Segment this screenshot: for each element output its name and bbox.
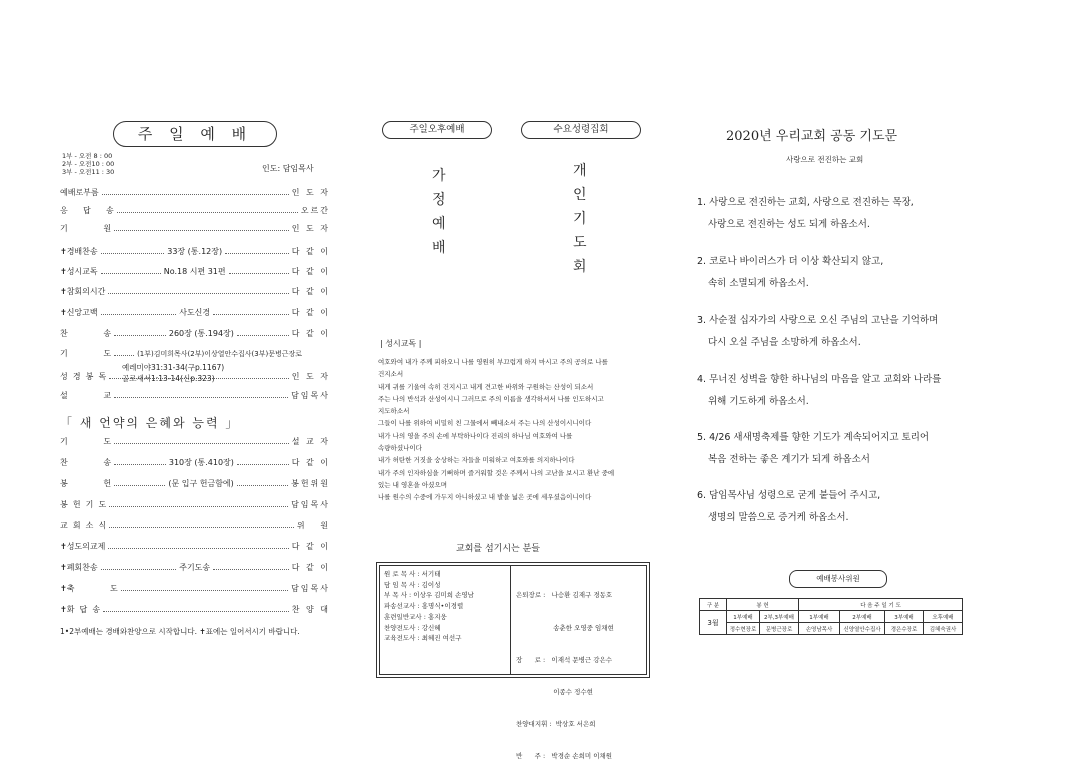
staff-left-list — [384, 569, 474, 644]
order-detail: 주기도송 — [179, 563, 211, 572]
litany-line: 그들이 나를 위하여 비밀히 친 그물에서 빼내소서 주는 나의 산성이시니이다 — [378, 419, 592, 428]
litany-title: | 성시교독 | — [380, 339, 422, 348]
order-row — [60, 265, 330, 279]
dotted-leader — [101, 569, 177, 570]
prayer-line: 생명의 말씀으로 증거케 하옵소서. — [708, 512, 849, 523]
duty-name: 경은수장로 — [885, 623, 924, 635]
order-label: ✝성시교독 — [60, 267, 98, 276]
order-label: 기 도 — [60, 349, 112, 358]
order-who: 다 같 이 — [291, 542, 330, 551]
dotted-leader — [229, 273, 289, 274]
order-who: 다 같 이 — [291, 287, 330, 296]
dotted-leader — [213, 314, 289, 315]
order-row — [60, 540, 330, 554]
duty-header-offering: 봉 헌 — [727, 599, 799, 611]
order-label: ✝경배찬송 — [60, 247, 98, 256]
dotted-leader — [108, 548, 288, 549]
order-label: 봉 헌 기 도 — [60, 500, 107, 509]
staff-line: 찬양전도사 : 강신혜 — [384, 623, 441, 632]
service-time-1: 1부 - 오전 8 : 00 — [62, 152, 113, 160]
duty-name: 김혜숙권사 — [924, 623, 963, 635]
prayer-item — [697, 485, 880, 529]
table-row — [700, 599, 963, 611]
dotted-leader — [114, 355, 134, 356]
dotted-leader — [237, 485, 288, 486]
duty-header-next-prayer: 다 음 주 일 기 도 — [799, 599, 963, 611]
order-row — [60, 222, 330, 236]
wednesday-service-label: 수요성령집회 — [521, 121, 641, 139]
service-times — [62, 152, 114, 176]
duty-header-gubun: 구 분 — [700, 599, 727, 611]
order-label: 응 답 송 — [60, 206, 114, 215]
afternoon-service-label: 주일오후예배 — [382, 121, 492, 139]
service-time-3: 3부 - 오전11 : 30 — [62, 168, 115, 176]
order-who: 담임목사 — [291, 391, 330, 400]
order-row — [60, 389, 330, 403]
staff-line: 은퇴장로 : 나승환 김재구 경동호 — [516, 591, 613, 600]
order-label: 예배로부름 — [60, 188, 99, 197]
dotted-leader — [114, 230, 289, 231]
vertical-char: 기 — [573, 211, 587, 227]
prayer-line: 1. 사랑으로 전진하는 교회, 사랑으로 전진하는 목장, — [697, 197, 914, 208]
duty-sub: 1부예배 — [727, 611, 760, 623]
scripture-refs — [122, 362, 224, 384]
order-label: ✝축 도 — [60, 584, 118, 593]
order-detail: No.18 시편 31편 — [163, 267, 226, 276]
order-row — [60, 245, 330, 259]
litany-line: 주는 나의 반석과 산성이시니 그러므로 주의 이름을 생각하셔서 나를 인도하시고 — [378, 394, 604, 403]
dotted-leader — [101, 314, 177, 315]
litany-line: 있는 내 영혼을 아셨으며 — [378, 480, 447, 489]
dotted-leader — [121, 590, 288, 591]
scripture-ref-1: 예레미야31:31-34(구p.1167) — [122, 363, 225, 372]
order-detail: 사도신경 — [179, 308, 211, 317]
duty-sub: 오후예배 — [924, 611, 963, 623]
vertical-char: 도 — [573, 235, 587, 251]
order-row — [60, 519, 330, 533]
order-row — [60, 477, 330, 491]
prayer-line: 5. 4/26 새새명축제를 향한 기도가 계속되어지고 토리어 — [697, 432, 930, 443]
personal-prayer-vertical — [573, 160, 587, 280]
order-who: 다 같 이 — [291, 247, 330, 256]
dotted-leader — [237, 464, 289, 465]
order-label: 교 회 소 식 — [60, 521, 107, 530]
order-row — [60, 603, 330, 617]
order-row — [60, 456, 330, 470]
prayer-item — [697, 427, 929, 471]
order-label: ✝성도의교제 — [60, 542, 106, 551]
dotted-leader — [101, 273, 161, 274]
staff-line: 장 로 : 이재석 문병근 강은수 — [516, 655, 613, 664]
order-detail: 260장 (통.194장) — [168, 329, 234, 338]
duty-sub: 2부,3부예배 — [760, 611, 799, 623]
order-label: ✝화 답 송 — [60, 605, 101, 614]
duty-name: 신양열안수집사 — [840, 623, 885, 635]
standing-note: 1•2부예배는 경배와찬양으로 시작합니다. ✝표에는 일어서시기 바랍니다. — [60, 627, 300, 636]
duty-name: 정수현장로 — [727, 623, 760, 635]
vertical-char: 개 — [573, 163, 587, 179]
family-worship-vertical — [432, 165, 446, 261]
litany-line: 여호와여 내가 주께 피하오니 나를 영원히 부끄럽게 하지 마시고 주의 공의로 나를 — [378, 358, 608, 366]
dotted-leader — [114, 485, 165, 486]
prayer-line: 위해 기도하게 하옵소서. — [708, 396, 809, 407]
prayer-title: 2020년 우리교회 공동 기도문 — [726, 129, 898, 144]
dotted-leader — [108, 293, 288, 294]
vertical-char: 배 — [432, 240, 446, 256]
litany-line: 내가 나의 영을 주의 손에 부탁하나이다 진리의 하나님 여호와여 나를 — [378, 431, 573, 440]
order-row — [60, 327, 330, 341]
order-who: 인 도 자 — [291, 372, 330, 381]
litany-body — [378, 356, 660, 504]
order-who: 다 같 이 — [291, 267, 331, 276]
order-detail: 33장 (통.12장) — [167, 247, 223, 256]
staff-line: 담 임 목 사 : 김이성 — [384, 580, 441, 589]
dotted-leader — [114, 335, 166, 336]
order-who: 위 원 — [296, 521, 330, 530]
presider: 인도: 담임목사 — [262, 164, 314, 173]
prayer-item — [697, 310, 938, 354]
order-row — [60, 186, 330, 200]
vertical-char: 정 — [432, 192, 446, 208]
order-label: 봉 헌 — [60, 479, 112, 488]
staff-divider — [510, 566, 511, 674]
vertical-char: 인 — [573, 187, 587, 203]
prayer-line: 3. 사순절 십자가의 사랑으로 오신 주님의 고난을 기억하며 — [697, 315, 939, 326]
dotted-leader — [103, 611, 289, 612]
sermon-title: 「 새 언약의 은혜와 능력 」 — [60, 416, 240, 430]
order-who: 다 같 이 — [291, 458, 330, 467]
dotted-leader — [114, 443, 289, 444]
order-who: 인 도 자 — [291, 224, 330, 233]
staff-line: 송춘한 오영중 임채현 — [516, 623, 614, 632]
litany-line: 내가 허탄한 거짓을 숭상하는 자들을 미워하고 여호와를 의지하나이다 — [378, 456, 575, 465]
order-who: 다 같 이 — [291, 308, 331, 317]
order-label: 기 도 — [60, 437, 112, 446]
order-detail: 310장 (통.410장) — [168, 458, 234, 467]
order-detail: (1부)김미희목사(2부)이상열안수집사(3부)문병근장로 — [137, 350, 303, 358]
staff-box-inner — [379, 565, 647, 760]
order-row — [60, 561, 330, 575]
dotted-leader — [225, 253, 289, 254]
order-label: ✝신앙고백 — [60, 308, 98, 317]
order-label: 찬 송 — [60, 458, 112, 467]
litany-line: 속량하셨나이다 — [378, 444, 422, 453]
prayer-line: 6. 담임목사님 성령으로 굳게 붙들어 주시고, — [697, 490, 881, 501]
order-who: 오르간 — [300, 206, 330, 215]
staff-line: 파송선교사 : 홍명식•이경렬 — [384, 602, 464, 611]
order-who: 설 교 자 — [291, 437, 330, 446]
dotted-leader — [102, 194, 289, 195]
vertical-char: 예 — [432, 216, 446, 232]
duty-title: 예배봉사위원 — [789, 570, 887, 588]
order-label: 설 교 — [60, 391, 112, 400]
order-row — [60, 582, 330, 596]
dotted-leader — [109, 506, 288, 507]
order-who: 봉헌위원 — [291, 479, 331, 488]
staff-line: 이종수 정수현 — [516, 687, 593, 696]
order-label: 찬 송 — [60, 329, 112, 338]
order-row — [60, 204, 330, 218]
prayer-subtitle: 사랑으로 전진하는 교회 — [786, 155, 864, 164]
prayer-line: 다시 오실 주님을 소망하게 하옵소서. — [708, 337, 861, 348]
order-who: 인 도 자 — [291, 188, 330, 197]
order-who: 담임목사 — [291, 584, 330, 593]
prayer-item — [697, 251, 883, 295]
duty-table — [699, 598, 963, 635]
duty-name: 손영남목사 — [799, 623, 840, 635]
scripture-ref-2: 골로새서1:13-14(신p.323) — [122, 374, 215, 383]
table-row — [700, 623, 963, 635]
dotted-leader — [213, 569, 289, 570]
duty-sub: 3부예배 — [885, 611, 924, 623]
staff-line: 부 목 사 : 이상우 김미희 손영남 — [384, 591, 474, 600]
staff-section-title: 교회를 섬기시는 분들 — [456, 544, 540, 554]
prayer-item — [697, 369, 941, 413]
duty-name: 문병근장로 — [760, 623, 799, 635]
staff-right-list — [516, 569, 614, 783]
order-row — [60, 435, 330, 449]
order-who: 담임목사 — [291, 500, 330, 509]
order-row — [60, 347, 330, 361]
order-row — [60, 498, 330, 512]
litany-line: 내게 귀를 기울여 속히 건지시고 내게 견고한 바위와 구원하는 산성이 되소서 — [378, 382, 594, 391]
prayer-line: 사랑으로 전진하는 성도 되게 하옵소서. — [708, 219, 870, 230]
order-who: 다 같 이 — [291, 563, 331, 572]
prayer-line: 복음 전하는 좋은 계기가 되게 하옵소서 — [708, 454, 870, 465]
table-row — [700, 611, 963, 623]
duty-sub: 2부예배 — [840, 611, 885, 623]
order-who: 찬 양 대 — [291, 605, 330, 614]
order-row — [60, 306, 330, 320]
staff-line: 찬양대지휘 : 박상호 서은희 — [516, 719, 596, 728]
order-detail: (문 입구 헌금함에) — [168, 479, 234, 488]
staff-box — [376, 562, 650, 760]
dotted-leader — [114, 464, 166, 465]
litany-line: 내가 주의 인자하심을 기뻐하며 즐거워할 것은 주께서 나의 고난을 보시고 환난 중에 — [378, 468, 615, 477]
dotted-leader — [109, 527, 294, 528]
litany-line: 나를 원수의 수중에 가두지 아니하셨고 내 발을 넓은 곳에 세우셨음이니이다 — [378, 493, 592, 502]
dotted-leader — [114, 397, 288, 398]
dotted-leader — [237, 335, 289, 336]
order-row — [60, 285, 330, 299]
order-label: 기 원 — [60, 224, 112, 233]
vertical-char: 회 — [573, 259, 587, 275]
vertical-char: 가 — [432, 168, 446, 184]
prayer-line: 4. 무너진 성벽을 향한 하나님의 마음을 알고 교회와 나라를 — [697, 374, 942, 385]
duty-month: 3월 — [700, 611, 727, 635]
dotted-leader — [101, 253, 165, 254]
staff-line: 원 로 목 사 : 서기태 — [384, 570, 441, 578]
order-who: 다 같 이 — [291, 329, 330, 338]
prayer-item — [697, 192, 914, 236]
dotted-leader — [117, 212, 298, 213]
service-time-2: 2부 - 오전10 : 00 — [62, 160, 115, 168]
prayer-line: 속히 소멸되게 하옵소서. — [708, 278, 809, 289]
duty-sub: 1부예배 — [799, 611, 840, 623]
order-label: 성 경 봉 독 — [60, 372, 107, 381]
order-label: ✝폐회찬송 — [60, 563, 98, 572]
staff-line: 반 주 : 박경순 손희미 이채원 — [516, 751, 613, 760]
litany-line: 건지소서 — [378, 370, 404, 379]
prayer-line: 2. 코로나 바이러스가 더 이상 확산되지 않고, — [697, 256, 884, 267]
staff-line: 훈련일반교사 : 홍지웅 — [384, 612, 447, 621]
main-service-title: 주 일 예 배 — [113, 121, 277, 147]
staff-line: 교육전도사 : 최혜진 여선구 — [384, 634, 462, 643]
order-label: ✝참회의시간 — [60, 287, 106, 296]
litany-line: 지도하소서 — [378, 407, 410, 416]
